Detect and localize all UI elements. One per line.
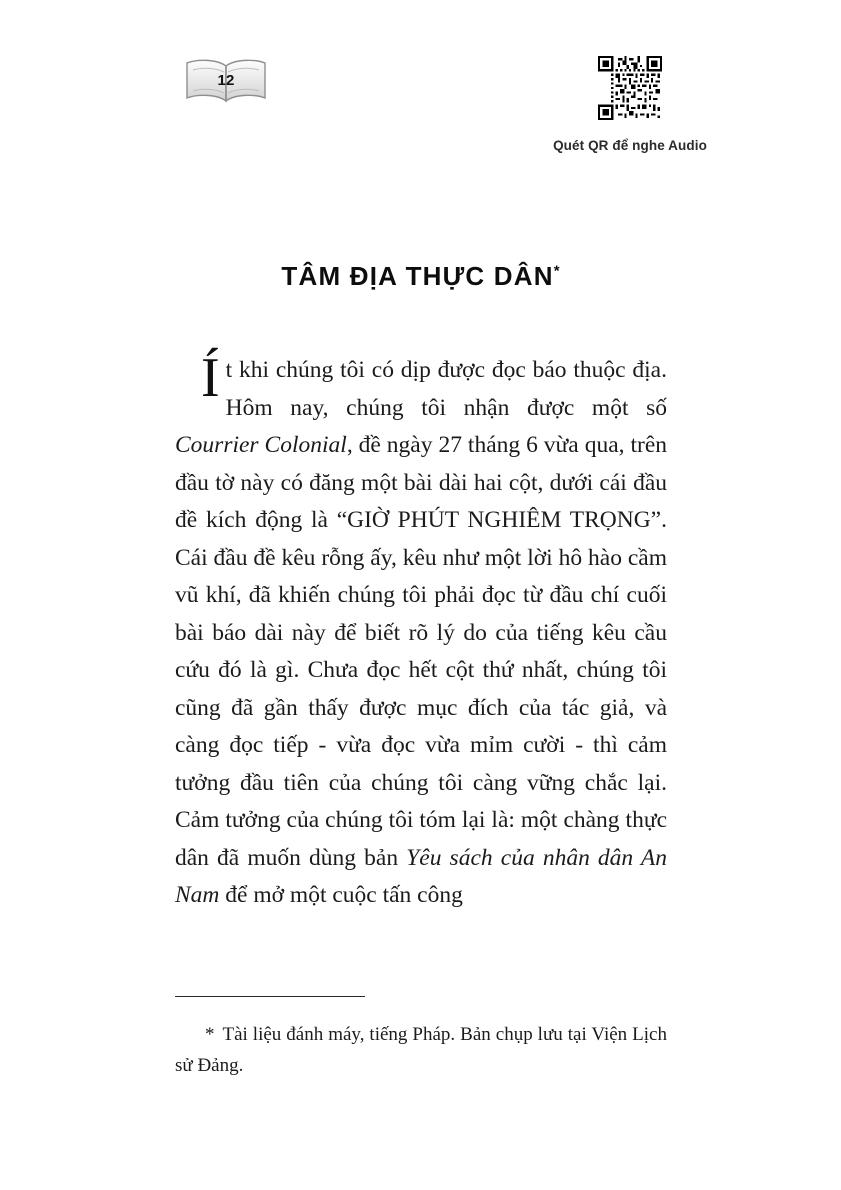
body-paragraph (175, 347, 668, 915)
body-column (175, 347, 668, 915)
drop-cap: Í (201, 347, 220, 409)
footnote-text: Tài liệu đánh máy, tiếng Pháp. Bản chụp lưu tại Viện Lịch sử Đảng. (175, 1024, 667, 1076)
footnote-divider (175, 996, 365, 997)
footnote-marker: * (205, 1024, 215, 1045)
folio-block (183, 52, 269, 106)
title-footnote-marker: * (553, 262, 560, 280)
paragraph-segment-1: t khi chúng tôi có dịp được đọc báo thuộc địa. Hôm nay, chúng tôi nhận được một số (225, 357, 667, 421)
qr-code-icon[interactable] (594, 52, 666, 124)
italic-title-yeu-sach: Yêu sách của nhân dân An Nam (175, 844, 667, 908)
page-header (0, 52, 841, 162)
paragraph-segment-3: để mở một cuộc tấn công (219, 882, 463, 908)
qr-block (505, 52, 755, 153)
paragraph-segment-2: , đề ngày 27 tháng 6 vừa qua, trên đầu tờ này có đăng một bài dài hai cột, dưới cái đầu đề kích động là “GIỜ PHÚT NGHIÊM TRỌNG”. Cái đầu đề kêu rỗng ấy, kêu như một lời hô hào cầm vũ khí, đã khiến chúng tôi phải đọc từ đầu chí cuối bài báo dài này để biết rõ lý do của tiếng kêu cầu cứu đó là gì. Chưa đọc hết cột thứ nhất, chúng tôi cũng đã gần thấy được mục đích của tác giả, và càng đọc tiếp - vừa đọc vừa mỉm cười - thì cảm tưởng đầu tiên của chúng tôi càng vững chắc lại. Cảm tưởng của chúng tôi tóm lại là: một chàng thực dân đã muốn dùng bản (175, 432, 668, 871)
qr-caption: Quét QR để nghe Audio (553, 138, 707, 153)
page-title (0, 261, 841, 292)
footnote (175, 1019, 667, 1081)
italic-title-courrier-colonial: Courrier Colonial (175, 432, 347, 458)
footnote-zone (175, 996, 667, 1081)
page-title-text: TÂM ĐỊA THỰC DÂN (281, 261, 554, 292)
page-number: 12 (217, 72, 235, 89)
